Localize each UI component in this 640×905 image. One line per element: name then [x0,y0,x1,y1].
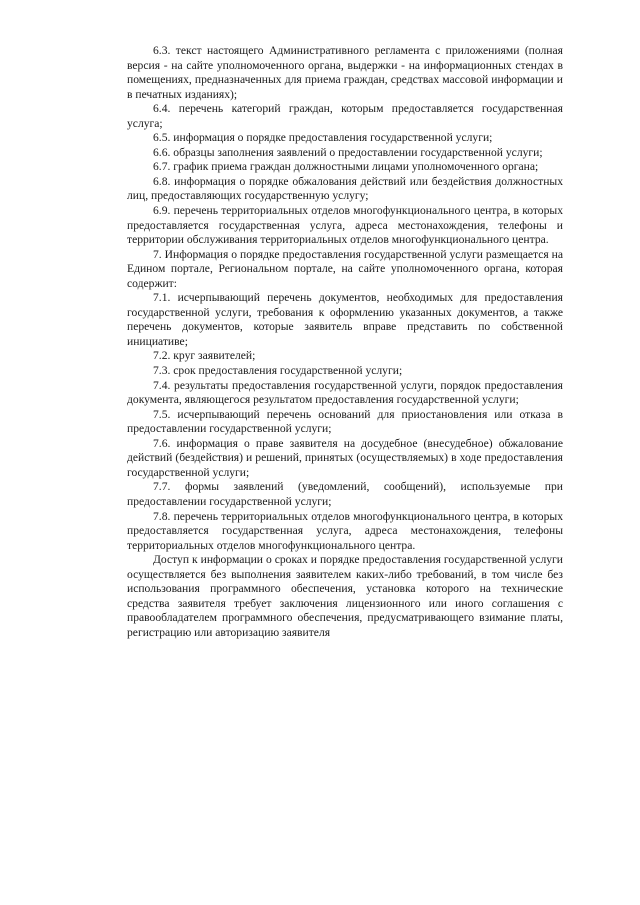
paragraph-7-7: 7.7. формы заявлений (уведомлений, сообщений), используемые при предоставлении государственной услуги; [127,480,563,508]
paragraph-6-5: 6.5. информация о порядке предоставления государственной услуги; [153,131,493,145]
paragraph-6-9: 6.9. перечень территориальных отделов многофункционального центра, в которых предоставляется государственная услуга, адреса местонахождения, телефоны и территории обслуживания территориальных отделов многофункционального центра. [127,204,563,247]
paragraph-7-1: 7.1. исчерпывающий перечень документов, необходимых для предоставления государственной услуги, требования к оформлению указанных документов, а также перечень документов, которые заявитель вправе представить по собственной инициативе; [127,291,563,348]
paragraph-7: 7. Информация о порядке предоставления государственной услуги размещается на Едином портале, Региональном портале, на сайте уполномоченного органа, которая содержит: [127,247,563,290]
paragraph-7-3: 7.3. срок предоставления государственной услуги; [153,364,403,378]
paragraph-6-7: 6.7. график приема граждан должностными лицами уполномоченного органа; [153,160,539,174]
paragraph-7-8: 7.8. перечень территориальных отделов многофункционального центра, в которых предоставляется государственная услуга, адреса местонахождения, телефоны территориальных отделов многофункционального центра. [127,509,563,552]
paragraph-6-3: 6.3. текст настоящего Административного регламента с приложениями (полная версия - на сайте уполномоченного органа, выдержки - на информационных стендах в помещениях, предназначенных для приема граждан, средствах массовой информации и в печатных изданиях); [127,44,563,101]
paragraph-7-2: 7.2. круг заявителей; [153,349,256,363]
paragraph-access-info: Доступ к информации о сроках и порядке предоставления государственной услуги осуществляется без выполнения заявителем каких-либо требований, в том числе без использования программного обеспечения, установка которого на технические средства заявителя требует заключения лицензионного или иного соглашения с правообладателем программного обеспечения, предусматривающего взимание платы, регистрацию или авторизацию заявителя [127,553,563,639]
paragraph-6-4: 6.4. перечень категорий граждан, которым предоставляется государственная услуга; [127,102,563,130]
paragraph-6-6: 6.6. образцы заполнения заявлений о предоставлении государственной услуги; [153,145,543,159]
paragraph-6-8: 6.8. информация о порядке обжалования действий или бездействия должностных лиц, предоставляющих государственную услугу; [127,174,563,203]
document-body [127,44,563,640]
paragraph-7-6: 7.6. информация о праве заявителя на досудебное (внесудебное) обжалование действий (бездействия) и решений, принятых (осуществляемых) в ходе предоставления государственной услуги; [127,436,563,479]
paragraph-7-4: 7.4. результаты предоставления государственной услуги, порядок предоставления документа, являющегося результатом предоставления государственной услуги; [127,378,563,407]
paragraph-7-5: 7.5. исчерпывающий перечень оснований для приостановления или отказа в предоставлении государственной услуги; [127,407,563,436]
